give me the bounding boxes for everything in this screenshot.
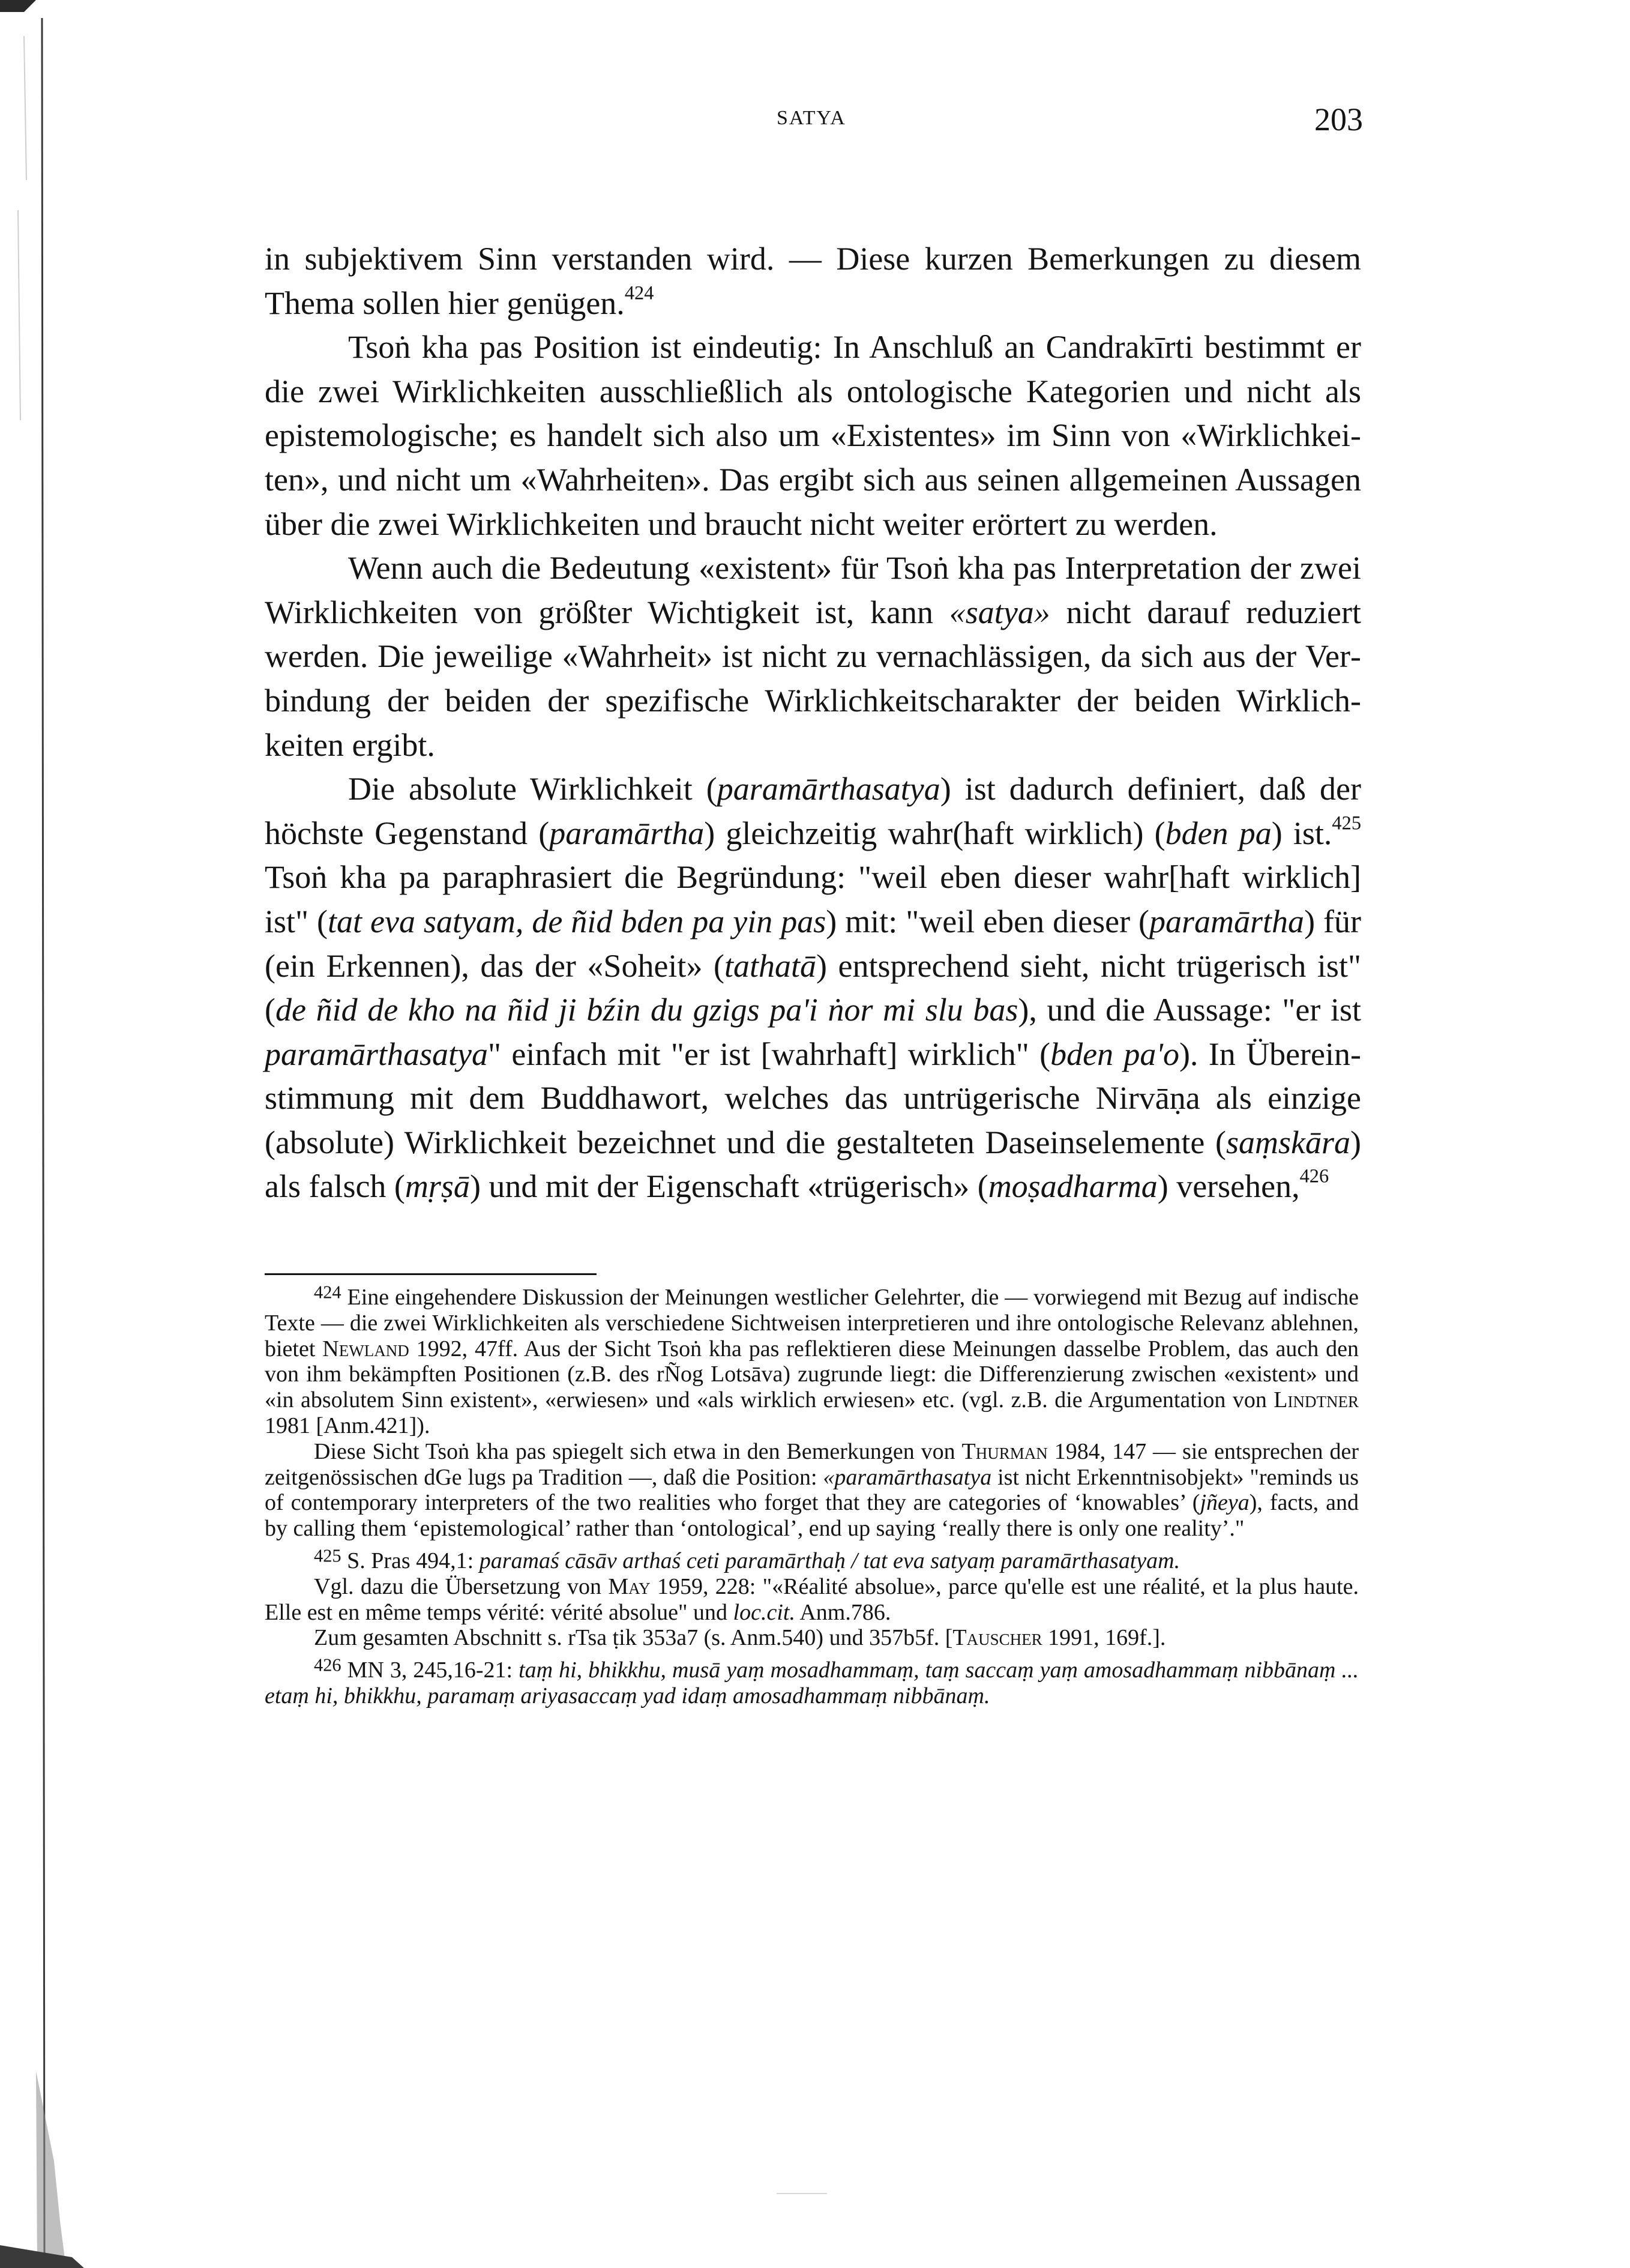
paragraph-3: Wenn auch die Bedeutung «existent» für Tsoṅ kha pas Interpretation der zwei Wirklichkeiten von größter Wichtigkeit ist, kann «satya» nicht darauf reduziert werden. Die jeweilige «Wahrheit» ist nicht zu vernachlässigen, da sich aus der Verbindung der beiden der spezifische Wirklichkeitscharakter der beiden Wirklichkeiten ergibt. xyxy=(265,550,1361,763)
footnote-ref-424: 424 xyxy=(624,282,654,304)
footnote-number-425: 425 xyxy=(314,1545,341,1566)
footnote-424: $^{424}$ Eine eingehendere Diskussion der Meinungen westlicher Gelehrter, die — vorwiegend mit Bezug auf indische Texte — die zwei Wirklichkeiten als verschiedene Sichtweisen interpretieren und ihre ontologische Relevanz ablehnen, bietet Newland 1992, 47ff. Aus der Sicht Tsoṅ kha pas reflektieren diese Meinungen dasselbe Problem, das auch den von ihm bekämpften Positionen (z.B. des rÑog Lotsāva) zugrunde liegt: die Differenzierung zwischen «existent» und «in absolutem Sinn existent», «erwiesen» und «als wirklich erwiesen» etc. (vgl. z.B. die Argumentation von Lindtner 1981 [Anm.421]). xyxy=(265,1282,1359,1438)
main-text xyxy=(265,237,1361,1209)
running-title: SATYA xyxy=(777,107,846,129)
footnote-ref-425: 425 xyxy=(1332,812,1362,834)
footnote-426: $^{426}$ MN 3, 245,16-21: taṃ hi, bhikkhu, musā yaṃ mosadhammaṃ, taṃ saccaṃ yaṃ amosadhammaṃ nibbānaṃ ... etaṃ hi, bhikkhu, paramaṃ ariyasaccaṃ yad idaṃ amosadhammaṃ nibbānaṃ. xyxy=(265,1654,1359,1709)
footnote-425: $^{425}$ S. Pras 494,1: paramaś cāsāv arthaś ceti paramārthaḥ / tat eva satyaṃ paramārthasatyam. xyxy=(314,1545,1180,1573)
paragraph-2: Tsoṅ kha pas Position ist eindeutig: In Anschluß an Candrakīrti bestimmt er die zwei Wirklichkeiten ausschließlich als ontologische Kategorien und nicht als epistemologische; es handelt sich also um «Existentes» im Sinn von «Wirklichkeiten», und nicht um «Wahrheiten». Das ergibt sich aus seinen allgemeinen Aussagen über die zwei Wirklichkeiten und braucht nicht weiter erörtert zu werden. xyxy=(265,329,1361,542)
page-number: 203 xyxy=(1314,101,1363,137)
footnote-number-424: 424 xyxy=(314,1282,341,1303)
footnotes xyxy=(265,1282,1359,1709)
footnote-separator xyxy=(265,1273,597,1275)
binding-shadow xyxy=(0,0,90,2268)
footnote-number-426: 426 xyxy=(314,1654,341,1675)
footnote-424-paragraph-2: Diese Sicht Tsoṅ kha pas spiegelt sich etwa in den Bemerkungen von Thurman 1984, 147 — sie entsprechen der zeitgenössischen dGe lugs pa Tradition —, daß die Position: «paramārthasatya ist nicht Erkenntnisobjekt» "reminds us of contemporary interpreters of the two realities who forget that they are categories of ‘knowables’ (jñeya), facts, and by calling them ‘epistemological’ rather than ‘ontological’, end up saying ‘really there is only one reality’." xyxy=(265,1438,1359,1542)
paragraph-4: Die absolute Wirklichkeit (paramārthasatya) ist dadurch definiert, daß der höchste Gegenstand (paramārtha) gleichzeitig wahr(haft wirklich) (bden pa) ist.$^{425}$ Tsoṅ kha pa paraphrasiert die Begründung: "weil eben dieser wahr[haft wirklich] ist" (tat eva satyam, de ñid bden pa yin pas) mit: "weil eben dieser (paramārtha) für (ein Erkennen), das der «Soheit» (tathatā) entsprechend sieht, nicht trügerisch ist" (de ñid de kho na ñid ji bźin du gzigs pa'i ṅor mi slu bas), und die Aussage: "er ist paramārthasatya" einfach mit "er ist [wahrhaft] wirklich" (bden pa'o). In Übereinstimmung mit dem Buddhawort, welches das untrügerische Nirvāṇa als einzige (absolute) Wirklichkeit bezeichnet und die gestalteten Daseinselemente (saṃskāra) als falsch (mṛṣā) und mit der Eigenschaft «trügerisch» (moṣadharma) versehen,$^{426}$ xyxy=(265,771,1362,1205)
footnote-ref-426: 426 xyxy=(1299,1166,1329,1188)
paragraph-1: in subjektivem Sinn verstanden wird. — Diese kurzen Bemerkungen zu diesem Thema sollen hier genügen.$^{424}$ xyxy=(265,241,1361,321)
footnote-425-paragraph-2: Vgl. dazu die Übersetzung von May 1959, 228: "«Réalité absolue», parce qu'elle est une réalité, et la plus haute. Elle est en même temps vérité: vérité absolue" und loc.cit. Anm.786. xyxy=(265,1573,1359,1625)
scan-mark xyxy=(777,2193,827,2194)
footnote-425-paragraph-3: Zum gesamten Abschnitt s. rTsa ṭik 353a7 (s. Anm.540) und 357b5f. [Tauscher 1991, 169f.]. xyxy=(314,1625,1166,1651)
